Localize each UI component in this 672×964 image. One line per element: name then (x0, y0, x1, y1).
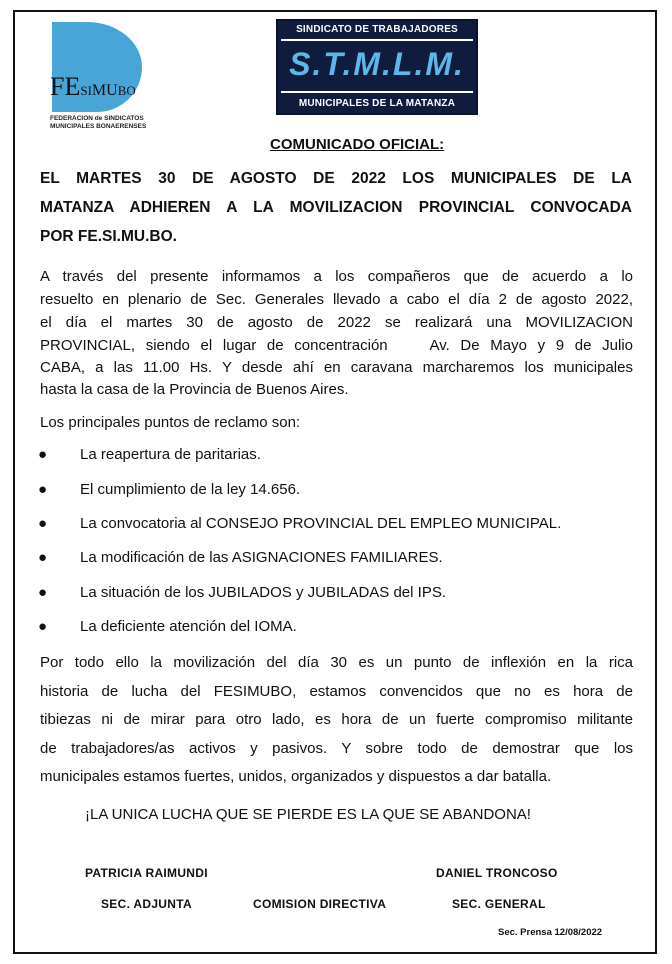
list-item: La modificación de las ASIGNACIONES FAMILIARES. (80, 549, 443, 566)
conclusion-line: de trabajadores/as activos y pasivos. Y sobre todo de demostrar que los (40, 740, 633, 757)
stmlm-logo (276, 19, 478, 115)
list-item: La situación de los JUBILADOS y JUBILADAS del IPS. (80, 584, 446, 601)
bullet-icon: ● (38, 549, 48, 566)
title-line: EL MARTES 30 DE AGOSTO DE 2022 LOS MUNICIPALES DE LA (40, 170, 632, 187)
intro-line: el día el martes 30 de agosto de 2022 se realizará una MOVILIZACION (40, 314, 633, 331)
signature-role-left: SEC. ADJUNTA (101, 897, 192, 911)
press-footer: Sec. Prensa 12/08/2022 (498, 927, 603, 938)
fesimubo-logo (50, 20, 160, 140)
bullet-icon: ● (38, 446, 48, 463)
conclusion-line: tibiezas ni de mirar para otro lado, es hora de un fuerte compromiso militante (40, 711, 633, 728)
signature-role-right: SEC. GENERAL (452, 897, 546, 911)
stmlm-logo-band (281, 39, 473, 93)
list-item: El cumplimiento de la ley 14.656. (80, 481, 301, 498)
stmlm-logo-top: SINDICATO DE TRABAJADORES (296, 24, 458, 35)
stmlm-logo-acronym: S.T.M.L.M. (289, 46, 465, 82)
bullet-icon: ● (38, 481, 48, 498)
list-item: La reapertura de paritarias. (80, 446, 261, 463)
bullet-icon: ● (38, 584, 48, 601)
intro-line: resuelto en plenario de Sec. Generales llevado a cabo el día 2 de agosto 2022, (40, 291, 633, 308)
intro-line: CABA, a las 11.00 Hs. Y desde ahí en caravana marcharemos los municipales (40, 359, 633, 376)
title-line: POR FE.SI.MU.BO. (40, 228, 177, 245)
list-item: La deficiente atención del IOMA. (80, 618, 297, 635)
conclusion-line: municipales estamos fuertes, unidos, organizados y dispuestos a dar batalla. (40, 768, 552, 785)
signature-name-left: PATRICIA RAIMUNDI (85, 866, 208, 880)
stmlm-logo-bottom: MUNICIPALES DE LA MATANZA (298, 98, 456, 109)
fesimubo-logo-subtitle: FEDERACION de SINDICATOS MUNICIPALES BONAERENSES (50, 115, 147, 130)
points-intro: Los principales puntos de reclamo son: (40, 414, 301, 431)
bullet-icon: ● (38, 515, 48, 532)
conclusion-line: Por todo ello la movilización del día 30 es un punto de inflexión en la rica (40, 654, 633, 671)
intro-line: hasta la casa de la Provincia de Buenos Aires. (40, 381, 349, 398)
closing-slogan: ¡LA UNICA LUCHA QUE SE PIERDE ES LA QUE SE ABANDONA! (85, 806, 531, 823)
title-line: MATANZA ADHIEREN A LA MOVILIZACION PROVINCIAL CONVOCADA (40, 199, 632, 216)
page-title: COMUNICADO OFICIAL: (270, 136, 445, 153)
signature-role-center: COMISION DIRECTIVA (253, 897, 387, 911)
list-item: La convocatoria al CONSEJO PROVINCIAL DEL EMPLEO MUNICIPAL. (80, 515, 562, 532)
fesimubo-logo-letters: FESIMUBO (50, 72, 136, 101)
signature-name-right: DANIEL TRONCOSO (436, 866, 558, 880)
intro-line: PROVINCIAL, siendo el lugar de concentración Av. De Mayo y 9 de Julio (40, 337, 633, 354)
conclusion-line: historia de lucha del FESIMUBO, estamos convencidos que no es hora de (40, 683, 633, 700)
intro-line: A través del presente informamos a los compañeros que de acuerdo a lo (40, 268, 633, 285)
bullet-icon: ● (38, 618, 48, 635)
